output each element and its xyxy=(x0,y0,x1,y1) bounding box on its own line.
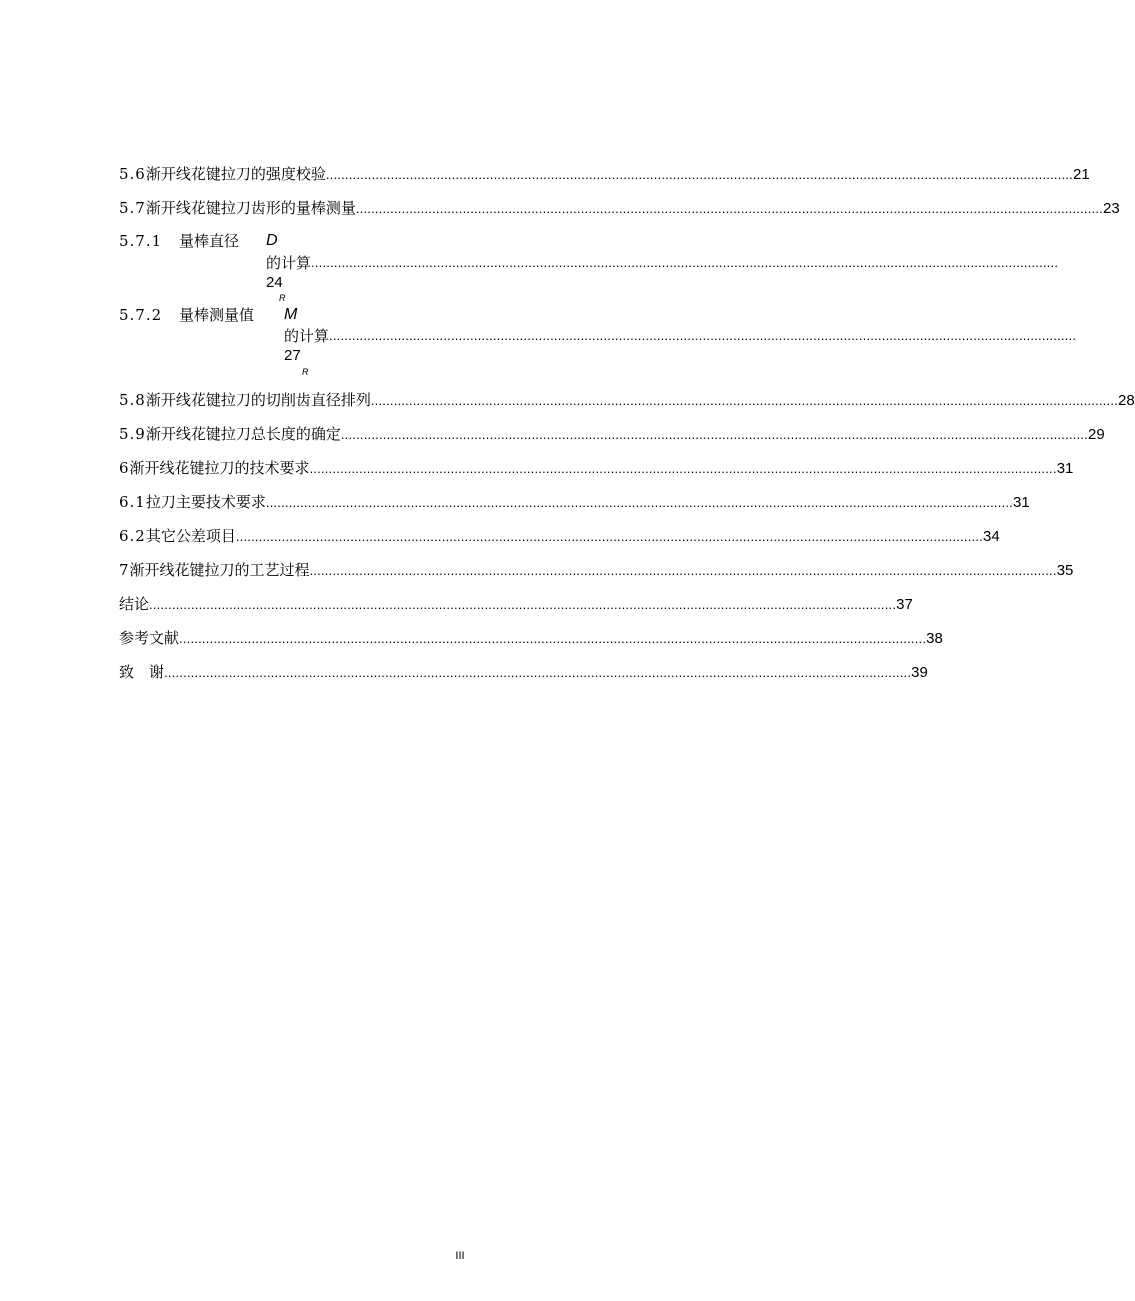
toc-page: 31 xyxy=(1013,494,1030,511)
toc-subentry-tail xyxy=(284,326,1077,346)
toc-page: 34 xyxy=(983,528,1000,545)
toc-title-tail: 的计算 xyxy=(284,327,330,345)
toc-entry[interactable] xyxy=(119,163,1090,185)
math-symbol: D xyxy=(266,232,278,249)
math-subscript: R xyxy=(302,367,309,377)
toc-title: 结论 xyxy=(119,595,150,613)
math-symbol: M xyxy=(284,306,298,323)
page-number: III xyxy=(455,1250,465,1262)
toc-entry[interactable] xyxy=(119,525,1000,547)
toc-leader: .................................................................................................................................................................................................... xyxy=(179,631,927,646)
toc-leader: .................................................................................................................................................................................................... xyxy=(370,393,1118,408)
toc-page: 39 xyxy=(911,664,928,681)
toc-entry[interactable] xyxy=(119,197,1120,219)
toc-number: 7 xyxy=(119,561,130,579)
toc-page: 23 xyxy=(1103,200,1120,217)
toc-entry[interactable] xyxy=(119,593,913,615)
toc-number: 5.7 xyxy=(119,199,146,217)
toc-title-tail: 的计算 xyxy=(266,254,312,272)
toc-leader: .................................................................................................................................................................................................... xyxy=(311,255,1059,270)
toc-number: 5.9 xyxy=(119,425,146,443)
toc-title: 渐开线花键拉刀的强度校验 xyxy=(145,165,326,183)
toc-title: 渐开线花键拉刀的切削齿直径排列 xyxy=(145,391,371,409)
toc-page: 35 xyxy=(1056,562,1074,579)
toc-entry[interactable] xyxy=(119,559,1074,581)
toc-title: 渐开线花键拉刀总长度的确定 xyxy=(145,425,341,443)
toc-leader: .................................................................................................................................................................................................... xyxy=(309,563,1057,578)
toc-subentry-head xyxy=(119,230,239,252)
toc-leader: .................................................................................................................................................................................................... xyxy=(164,665,912,680)
toc-title: 渐开线花键拉刀齿形的量棒测量 xyxy=(145,199,356,217)
toc-page: 24 xyxy=(266,274,283,291)
toc-number: 6.1 xyxy=(119,493,146,511)
toc-leader: .................................................................................................................................................................................................... xyxy=(325,167,1073,182)
toc-leader: .................................................................................................................................................................................................... xyxy=(309,461,1057,476)
toc-page: 37 xyxy=(896,596,913,613)
toc-page: 38 xyxy=(926,630,943,647)
toc-subentry-tail xyxy=(266,253,1059,273)
toc-number: 6.2 xyxy=(119,527,146,545)
toc-number: 5.7.1 xyxy=(119,232,163,250)
toc-entry[interactable] xyxy=(119,661,928,683)
toc-title: 渐开线花键拉刀的工艺过程 xyxy=(129,561,310,579)
math-subscript: R xyxy=(279,293,286,303)
toc-entry[interactable] xyxy=(119,423,1105,445)
toc-page: 21 xyxy=(1073,166,1090,183)
toc-title: 量棒直径 xyxy=(178,232,239,250)
toc-entry[interactable] xyxy=(119,457,1074,479)
toc-title: 渐开线花键拉刀的技术要求 xyxy=(129,459,310,477)
toc-page: 29 xyxy=(1088,426,1105,443)
toc-entry[interactable] xyxy=(119,491,1030,513)
toc-title: 量棒测量值 xyxy=(178,306,254,324)
toc-entry[interactable] xyxy=(119,627,943,649)
toc-number: 5.8 xyxy=(119,391,146,409)
toc-leader: .................................................................................................................................................................................................... xyxy=(149,597,897,612)
toc-title: 拉刀主要技术要求 xyxy=(145,493,266,511)
toc-page: 31 xyxy=(1056,460,1074,477)
toc-page: 27 xyxy=(284,347,301,364)
toc-leader: .................................................................................................................................................................................................... xyxy=(340,427,1088,442)
toc-entry[interactable] xyxy=(119,389,1135,411)
toc-number: 5.7.2 xyxy=(119,306,163,324)
toc-leader: .................................................................................................................................................................................................... xyxy=(235,529,983,544)
toc-title: 其它公差项目 xyxy=(145,527,236,545)
toc-number: 6 xyxy=(119,459,130,477)
toc-leader: .................................................................................................................................................................................................... xyxy=(265,495,1013,510)
toc-title: 参考文献 xyxy=(119,629,180,647)
toc-leader: .................................................................................................................................................................................................... xyxy=(329,328,1077,343)
toc-page: 28 xyxy=(1118,392,1135,409)
toc-subentry-head xyxy=(119,304,254,326)
toc-title: 致 谢 xyxy=(119,663,165,681)
toc-number: 5.6 xyxy=(119,165,146,183)
toc-leader: .................................................................................................................................................................................................... xyxy=(355,201,1103,216)
